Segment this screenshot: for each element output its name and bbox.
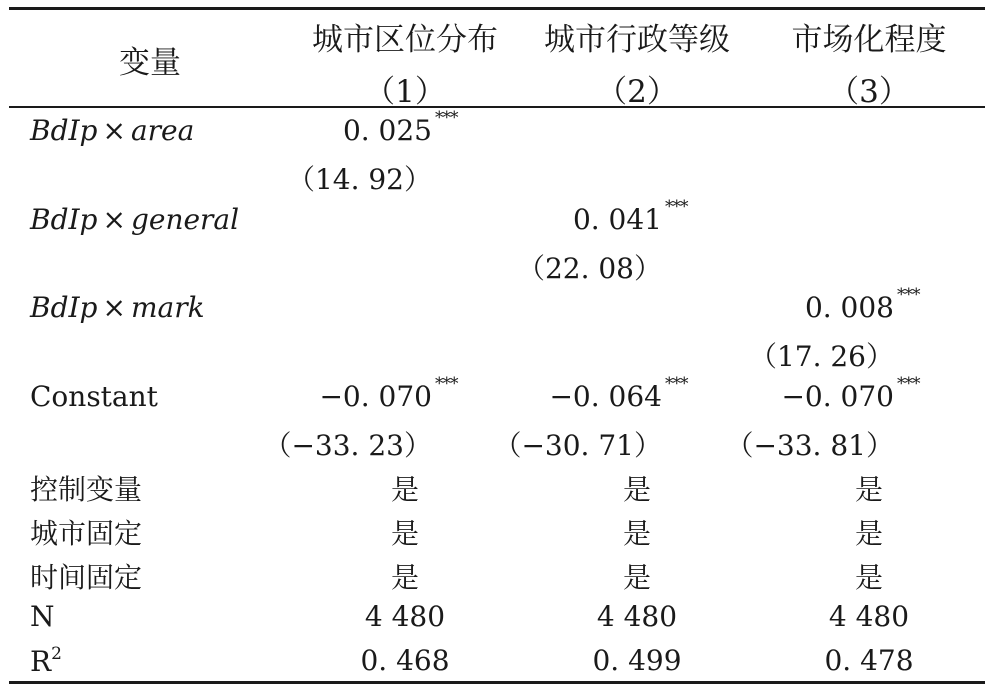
coef-constant-2: −0. 064 *** xyxy=(549,374,688,413)
tstat-constant-3: （−33. 81） xyxy=(725,429,894,462)
row-label-n: N xyxy=(30,600,55,633)
r2-col3: 0. 478 xyxy=(824,644,914,677)
time-fe-col2: 是 xyxy=(622,561,651,594)
row-label-general: BdIp × general xyxy=(30,203,240,236)
header-col3-name: 市场化程度 xyxy=(791,22,947,58)
significance-stars: *** xyxy=(665,374,688,394)
significance-stars: *** xyxy=(897,285,920,305)
row-label-constant: Constant xyxy=(30,380,158,413)
row-label-mark: BdIp × mark xyxy=(30,291,205,324)
coef-constant-3: −0. 070 *** xyxy=(781,374,920,413)
table-top-rule xyxy=(9,7,985,10)
coef-area: 0. 025 *** xyxy=(342,108,458,147)
row-label-r2: $R^2$ xyxy=(30,644,62,678)
coef-constant-1: −0. 070 *** xyxy=(319,374,458,413)
header-col2-name: 城市行政等级 xyxy=(544,22,730,58)
controls-col1: 是 xyxy=(390,473,419,506)
controls-col2: 是 xyxy=(622,473,651,506)
row-label-area: BdIp × area xyxy=(30,114,195,147)
header-col1-name: 城市区位分布 xyxy=(312,22,498,58)
city-fe-col3: 是 xyxy=(854,517,883,550)
r2-col2: 0. 499 xyxy=(592,644,682,677)
city-fe-col2: 是 xyxy=(622,517,651,550)
table-bottom-rule xyxy=(9,681,985,684)
coef-general: 0. 041 *** xyxy=(572,197,688,236)
tstat-constant-2: （−30. 71） xyxy=(493,429,662,462)
significance-stars: *** xyxy=(435,374,458,394)
time-fe-col1: 是 xyxy=(390,561,419,594)
header-variable: 变量 xyxy=(119,45,181,81)
city-fe-col1: 是 xyxy=(390,517,419,550)
tstat-general: （22. 08） xyxy=(516,252,662,285)
row-label-controls: 控制变量 xyxy=(30,473,143,506)
header-col3-number: （3） xyxy=(828,74,910,110)
significance-stars: *** xyxy=(435,108,458,128)
n-col1: 4 480 xyxy=(364,600,446,633)
row-label-time-fe: 时间固定 xyxy=(30,561,143,594)
header-col2-number: （2） xyxy=(596,74,678,110)
tstat-area: （14. 92） xyxy=(286,163,432,196)
n-col3: 4 480 xyxy=(828,600,910,633)
controls-col3: 是 xyxy=(854,473,883,506)
coef-mark: 0. 008 *** xyxy=(804,285,920,324)
r2-col1: 0. 468 xyxy=(360,644,450,677)
row-label-city-fe: 城市固定 xyxy=(30,517,143,550)
significance-stars: *** xyxy=(665,197,688,217)
significance-stars: *** xyxy=(897,374,920,394)
header-col1-number: （1） xyxy=(364,74,446,110)
tstat-mark: （17. 26） xyxy=(748,340,894,373)
n-col2: 4 480 xyxy=(596,600,678,633)
time-fe-col3: 是 xyxy=(854,561,883,594)
tstat-constant-1: （−33. 23） xyxy=(263,429,432,462)
